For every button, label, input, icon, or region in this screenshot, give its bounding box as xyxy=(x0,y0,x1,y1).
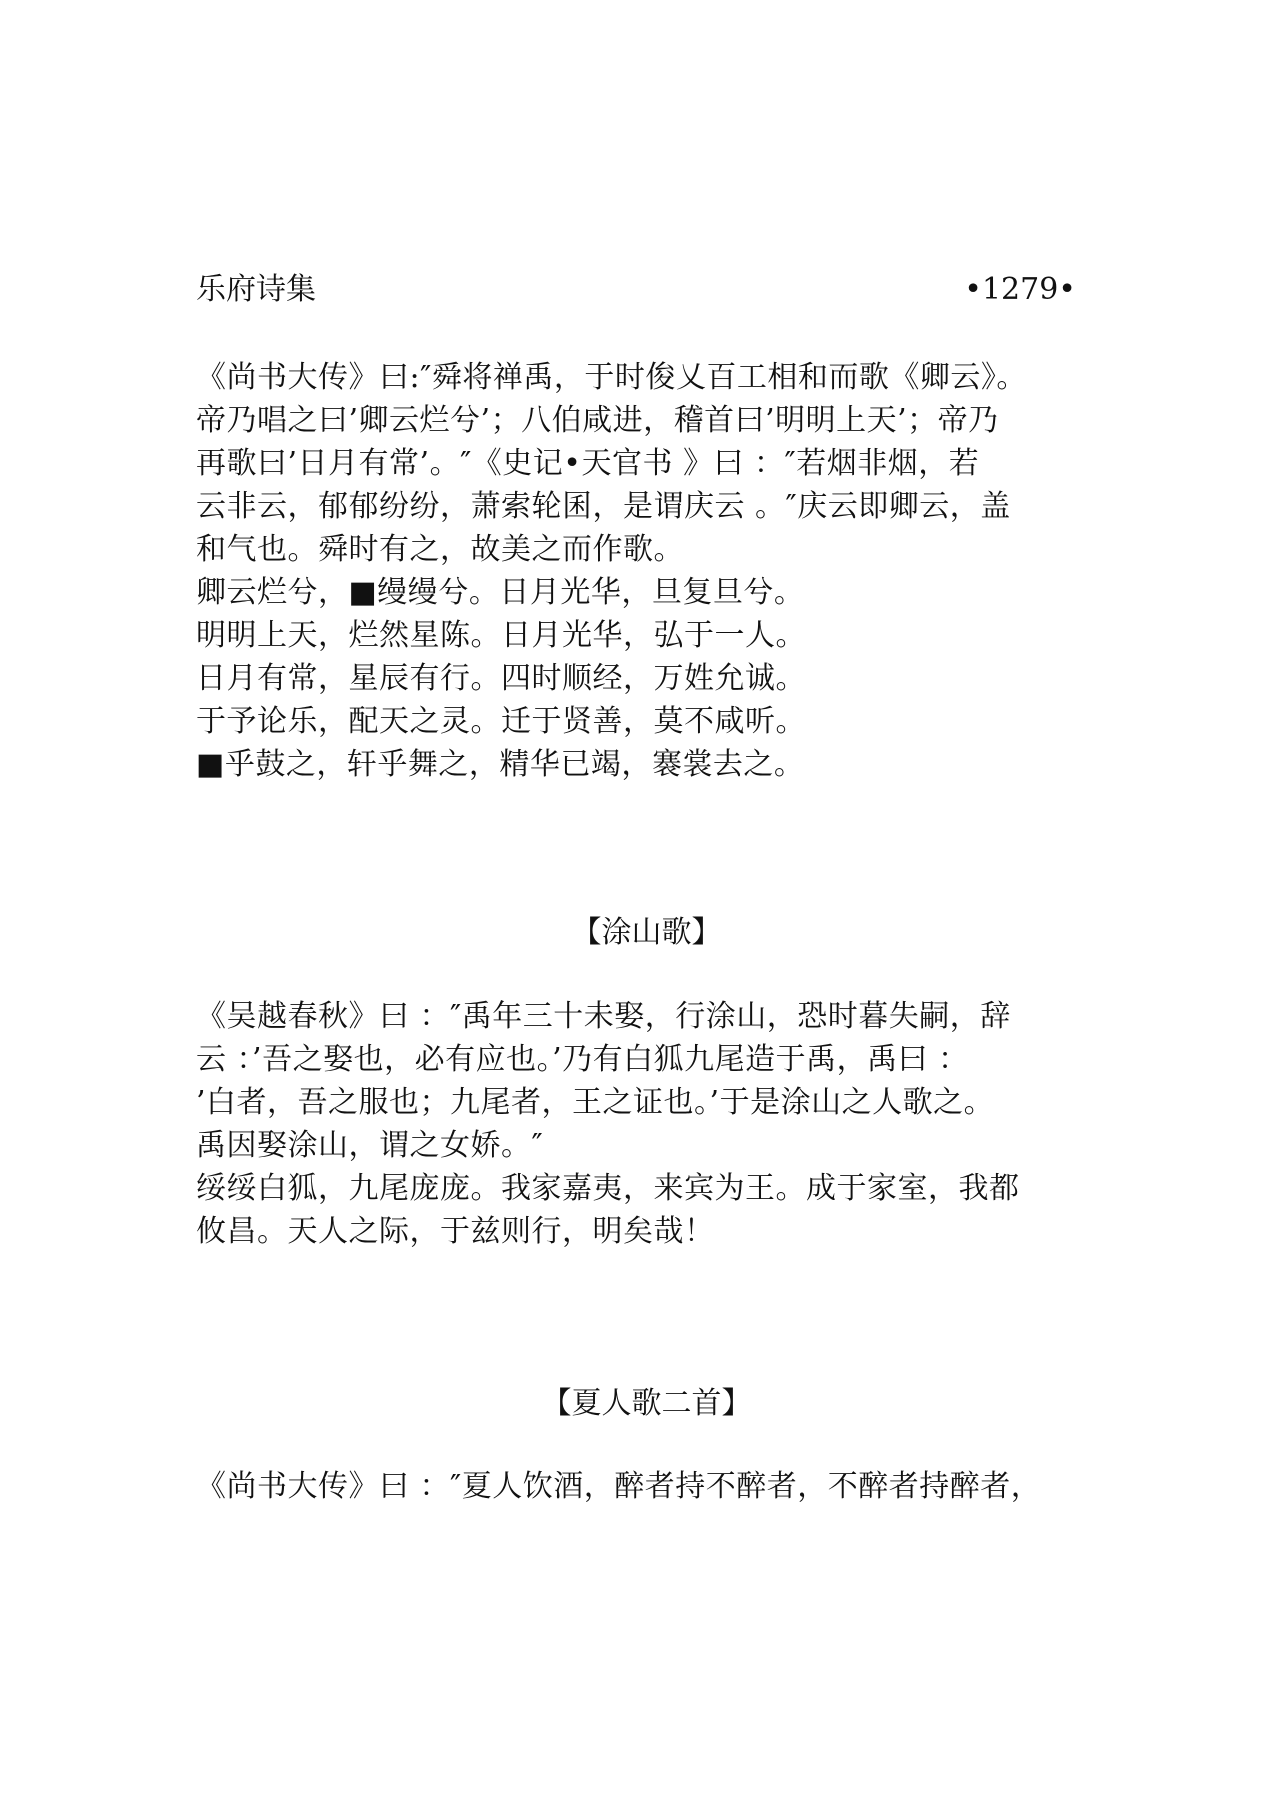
section-intro xyxy=(196,1465,1116,1508)
poem-line: 日月有常，星辰有行。四时顺经，万姓允诚。 xyxy=(196,661,806,696)
page-number: •1279• xyxy=(964,272,1076,307)
text-line: 和气也。舜时有之，故美之而作歌。 xyxy=(196,532,684,567)
poem-line: 绥绥白狐，九尾庞庞。我家嘉夷，来宾为王。成于家室，我都 xyxy=(196,1171,1020,1206)
page-header xyxy=(196,268,1076,312)
text-line: 帝乃唱之曰’卿云烂兮’；八伯咸进，稽首曰’明明上天’；帝乃 xyxy=(196,403,999,438)
text-line: 《尚书大传》曰:″舜将禅禹，于时俊乂百工相和而歌《卿云》。 xyxy=(196,360,1027,395)
section-intro xyxy=(196,995,1116,1253)
poem-line: 于予论乐，配天之灵。迁于贤善，莫不咸听。 xyxy=(196,704,806,739)
text-line: ’白者，吾之服也；九尾者，王之证也。’于是涂山之人歌之。 xyxy=(196,1085,995,1120)
section-title: 【夏人歌二首】 xyxy=(541,1386,752,1421)
section-intro xyxy=(196,356,1116,786)
poem-line: 攸昌。天人之际，于兹则行，明矣哉！ xyxy=(196,1214,715,1249)
poem-line: 明明上天，烂然星陈。日月光华，弘于一人。 xyxy=(196,618,806,653)
poem-line: 卿云烂兮，■缦缦兮。日月光华，旦复旦兮。 xyxy=(196,575,805,610)
book-title: 乐府诗集 xyxy=(196,272,316,307)
text-line: 禹因娶涂山，谓之女娇。″ xyxy=(196,1128,544,1163)
poem-line: ■乎鼓之，轩乎舞之，精华已竭，褰裳去之。 xyxy=(196,747,805,782)
text-line: 《尚书大传》曰 ：″夏人饮酒，醉者持不醉者，不醉者持醉者， xyxy=(196,1469,1042,1504)
text-line: 云非云，郁郁纷纷，萧索轮囷，是谓庆云 。″庆云即卿云，盖 xyxy=(196,489,1011,524)
text-line: 《吴越春秋》曰 ：″禹年三十未娶，行涂山，恐时暮失嗣，辞 xyxy=(196,999,1011,1034)
text-line: 再歌曰’日月有常’。″《史记•天官书 》曰 ：″若烟非烟，若 xyxy=(196,446,980,481)
text-line: 云 ：’吾之娶也，必有应也。’乃有白狐九尾造于禹，禹曰 ： xyxy=(196,1042,969,1077)
section-title: 【涂山歌】 xyxy=(571,915,722,950)
